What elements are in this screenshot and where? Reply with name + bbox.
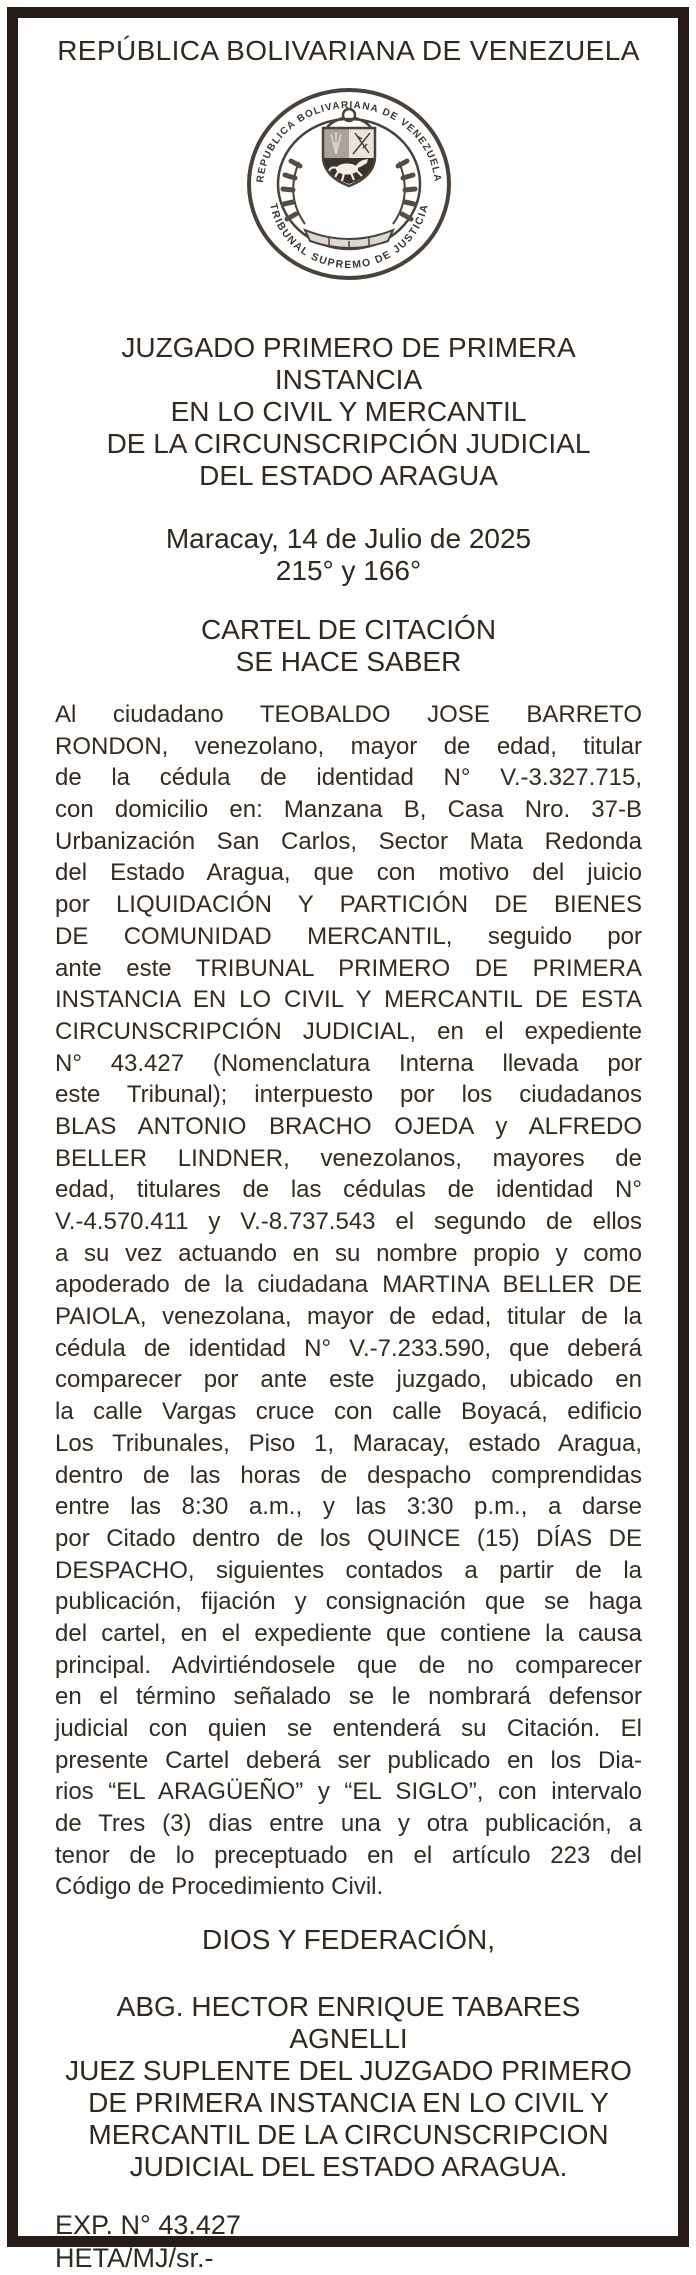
signature-line: JUEZ SUPLENTE DEL JUZGADO PRIMERO [65,2055,632,2087]
tribunal-supremo-seal-icon [243,84,455,284]
body-line: rios “EL ARAGÜEÑO” y “EL SIGLO”, con intervalo [55,1778,642,1806]
court-heading-line: EN LO CIVIL Y MERCANTIL [170,396,527,427]
court-heading-line: DEL ESTADO ARAGUA [199,460,498,491]
dateline-line: Maracay, 14 de Julio de 2025 [165,523,532,554]
body-line: edad, titulares de las cédulas de identidad N° [55,1176,642,1204]
signature-line: JUDICIAL DEL ESTADO ARAGUA. [129,2151,568,2183]
court-heading [55,332,642,492]
court-heading-line: JUZGADO PRIMERO DE PRIMERA INSTANCIA [121,332,576,395]
body-line: PAIOLA, venezolana, mayor de edad, titular de la [55,1303,642,1331]
body-line: del Estado Aragua, que con motivo del juicio [55,859,642,887]
body-line: publicación, fijación y consignación que se haga [55,1588,642,1616]
closing-line: DIOS Y FEDERACIÓN, [201,1924,496,1956]
expediente-number: EXP. N° 43.427 [55,2210,241,2241]
body-line: DESPACHO, siguientes contados a partir de la [55,1556,642,1584]
body-line: a su vez actuando en su nombre propio y como [55,1239,642,1267]
coat-of-arms-icon [283,109,415,249]
body-line: INSTANCIA EN LO CIVIL Y MERCANTIL DE ESTA [55,986,642,1014]
body-line: en el término señalado se le nombrará defensor [55,1683,642,1711]
court-heading-line: DE LA CIRCUNSCRIPCIÓN JUDICIAL [106,428,591,459]
signature-line: MERCANTIL DE LA CIRCUNSCRIPCION [88,2119,609,2151]
body-line: por LIQUIDACIÓN Y PARTICIÓN DE BIENES [55,891,642,919]
seal-top-text: REPUBLICA BOLIVARIANA DE VENEZUELA [254,99,443,184]
body-line: tenor de lo preceptuado en el artículo 223 del [55,1841,642,1869]
republic-title: REPÚBLICA BOLIVARIANA DE VENEZUELA [57,35,640,66]
body-line: por Citado dentro de los QUINCE (15) DÍAS DE [55,1524,642,1552]
body-line: N° 43.427 (Nomenclatura Interna llevada por [55,1049,642,1077]
seal-container [55,84,642,286]
body-line: principal. Advirtiéndosele que de no comparecer [55,1651,642,1679]
notice-body [55,699,642,1903]
body-line: V.-4.570.411 y V.-8.737.543 el segundo de ellos [55,1208,642,1235]
body-line: Los Tribunales, Piso 1, Maracay, estado Aragua, [55,1429,642,1457]
dateline-line: 215° y 166° [275,555,422,586]
body-line: comparecer por ante este juzgado, ubicado en [55,1366,642,1394]
judge-signature-block [55,1991,642,2183]
signature-line: DE PRIMERA INSTANCIA EN LO CIVIL Y [88,2087,609,2119]
body-line: dentro de las horas de despacho comprendidas [55,1461,642,1489]
body-line: BLAS ANTONIO BRACHO OJEDA y ALFREDO [55,1112,642,1140]
body-line: la calle Vargas cruce con calle Boyacá, edificio [55,1398,642,1426]
document-border-frame [7,7,689,2274]
notice-title-line: CARTEL DE CITACIÓN [200,614,497,645]
reference-initials: HETA/MJ/sr.- [55,2243,214,2274]
body-line: RONDON, venezolano, mayor de edad, titular [55,732,642,760]
footer-block [55,2209,642,2275]
body-line: del cartel, en el expediente que contiene la causa [55,1619,642,1647]
body-line: DE COMUNIDAD MERCANTIL, seguido por [55,922,642,950]
body-line: apoderado de la ciudadana MARTINA BELLER DE [55,1271,642,1299]
body-line: presente Cartel deberá ser publicado en los Dia- [55,1746,642,1774]
body-line: BELLER LINDNER, venezolanos, mayores de [55,1144,642,1172]
body-line: entre las 8:30 a.m., y las 3:30 p.m., a darse [55,1493,642,1521]
notice-title-line: SE HACE SABER [235,646,462,677]
body-line: ante este TRIBUNAL PRIMERO DE PRIMERA [55,954,642,982]
body-line: este Tribunal); interpuesto por los ciudadanos [55,1081,642,1109]
body-line: con domicilio en: Manzana B, Casa Nro. 37-B [55,796,642,824]
body-line: de la cédula de identidad N° V.-3.327.715, [55,764,642,792]
body-line: de Tres (3) dias entre una y otra publicación, a [55,1810,642,1838]
seal-bottom-text: TRIBUNAL SUPREMO DE JUSTICIA [266,202,431,272]
body-line: judicial con quien se entenderá su Citación. El [55,1715,642,1742]
notice-title [55,614,642,678]
body-line: Urbanización San Carlos, Sector Mata Redonda [55,827,642,855]
body-line: CIRCUNSCRIPCIÓN JUDICIAL, en el expediente [55,1017,642,1045]
body-line: cédula de identidad N° V.-7.233.590, que deberá [55,1334,642,1362]
body-line: Al ciudadano TEOBALDO JOSE BARRETO [55,701,642,728]
body-line: Código de Procedimiento Civil. [55,1873,384,1901]
dateline [55,523,642,587]
signature-line: ABG. HECTOR ENRIQUE TABARES AGNELLI [116,1991,581,2055]
